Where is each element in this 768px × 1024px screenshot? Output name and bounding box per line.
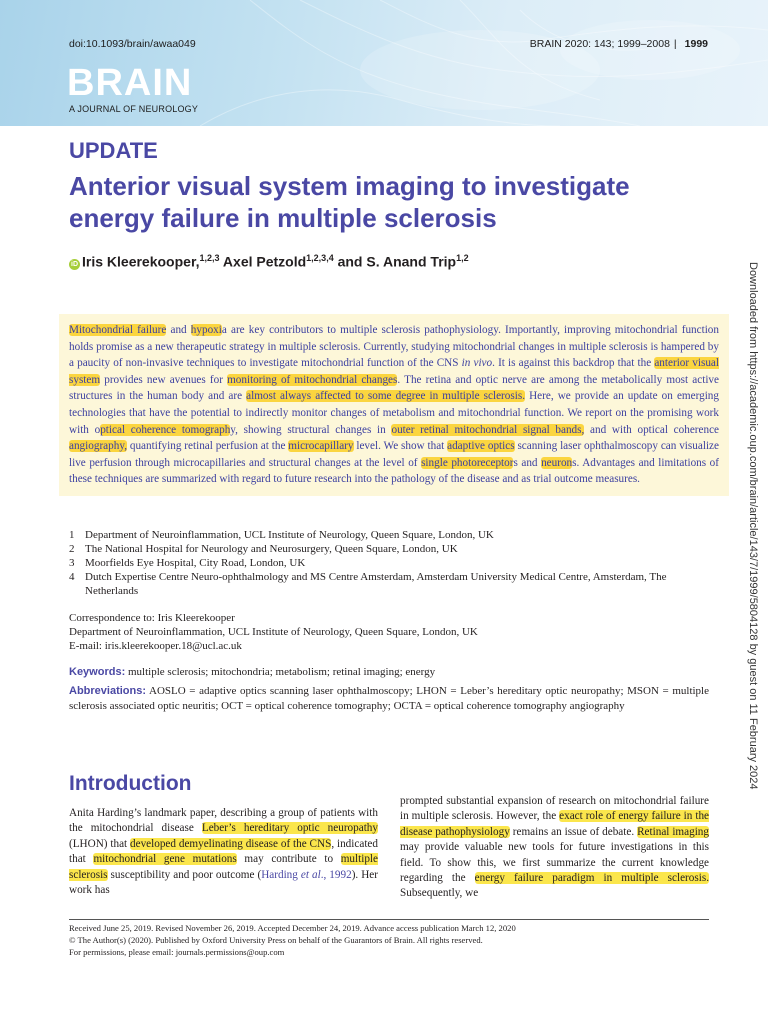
abstract-box (59, 314, 729, 496)
affiliation-text: Moorfields Eye Hospital, City Road, London, UK (85, 557, 306, 569)
highlight: adaptive optics (447, 440, 515, 453)
footer-dates: Received June 25, 2019. Revised November 26, 2019. Accepted December 24, 2019. Advance access publication March 12, 2020 (69, 923, 516, 933)
highlight: anterior visual system (69, 357, 720, 386)
highlight: exact role of energy failure in the disease pathophysiology (400, 810, 710, 838)
abbreviations-label: Abbreviations: (69, 685, 147, 697)
orcid-icon[interactable]: iD (71, 260, 78, 268)
footer-permissions: For permissions, please email: journals.permissions@oup.com (69, 947, 285, 957)
text-run: prompted substantial expansion of research on mitochondrial failure in multiple sclerosis. However, the (400, 795, 709, 823)
text-run-italic: in vivo (461, 357, 493, 370)
text-run: Here, we provide an update on emerging technologies that have the potential to indirectly monitor changes of metabolism and mitochondrial function. We report on the promising work with o (69, 390, 719, 436)
author-list (69, 253, 469, 270)
text-run: scanning laser ophthalmoscopy can visualize live perfusion through microcapillaries and structural changes at the level of (69, 440, 719, 469)
journal-logo: BRAIN (67, 62, 193, 104)
highlight: Retinal imaging (637, 825, 709, 838)
intro-column-left (69, 806, 378, 898)
abbreviations (69, 684, 709, 713)
citation-etal: et al (300, 868, 321, 881)
highlight: neuron (541, 456, 573, 469)
highlight: Leber’s hereditary optic neuropathy (201, 822, 378, 835)
text-run: Anita Harding’s landmark paper, describing a group of patients with the mitochondrial disease (69, 807, 378, 835)
download-notice (747, 262, 759, 790)
affiliation-item (69, 528, 714, 542)
citation-year: ., 1992 (320, 868, 352, 881)
keywords (69, 665, 709, 679)
highlight: ptical coherence tomograph (100, 423, 231, 436)
affiliation-number: 4 (69, 571, 75, 583)
article-title: Anterior visual system imaging to investigate energy failure in multiple sclerosis (69, 171, 630, 233)
journal-subtitle: A JOURNAL OF NEUROLOGY (69, 104, 199, 114)
author-3-affil: 1,2 (456, 253, 469, 263)
keywords-text: multiple sclerosis; mitochondria; metabolism; retinal imaging; energy (125, 666, 436, 678)
abbreviations-text: AOSLO = adaptive optics scanning laser ophthalmoscopy; LHON = Leber’s hereditary optic neuropathy; MSON = multiple sclerosis associated optic neuritis; OCT = optical coherence tomography; OCTA = optical coherence tomography angiography (69, 685, 709, 712)
separator: | (673, 38, 677, 50)
affiliation-number: 3 (69, 557, 75, 569)
abstract-text (69, 322, 719, 488)
keywords-label: Keywords: (69, 666, 126, 678)
affiliation-text: Dutch Expertise Centre Neuro-ophthalmology and MS Centre Amsterdam, Amsterdam University Medical Centre, Amsterdam, The Netherlands (85, 571, 667, 597)
text-run: s. Advantages and limitations of these techniques are summarized with regard to future research into the pathology of the disease and as trial outcome measures. (69, 456, 719, 486)
footer (69, 922, 709, 958)
highlight: angiography, (69, 440, 127, 453)
highlight: hypoxi (190, 324, 222, 336)
affiliation-list (69, 528, 714, 598)
doi[interactable]: doi:10.1093/brain/awaa049 (69, 38, 196, 50)
text-run: level. We show that (353, 440, 448, 453)
affiliation-number: 1 (69, 529, 75, 541)
text-run: . The retina and optic nerve are among the metabolically most active structures in the human body and are (69, 373, 719, 403)
text-run: and with optical coherence (584, 423, 719, 436)
citation-text: BRAIN 2020: 143; 1999–2008 (529, 38, 670, 50)
highlight: developed demyelinating disease of the CNS (130, 837, 332, 850)
affiliation-text: Department of Neuroinflammation, UCL Institute of Neurology, Queen Square, London, UK (85, 529, 494, 541)
highlight: outer retinal mitochondrial signal bands, (391, 423, 585, 436)
highlight: monitoring of mitochondrial changes (227, 373, 398, 386)
citation-author: Harding (261, 868, 301, 881)
text-run: provides new avenues for (100, 373, 228, 386)
text-run: and (166, 324, 191, 336)
text-run: . It is against this backdrop that the (492, 357, 655, 370)
highlight: mitochondrial gene mutations (93, 853, 237, 866)
text-run: may contribute to (236, 853, 341, 866)
footer-rule (69, 919, 709, 920)
text-run: ). Her work has (69, 868, 378, 897)
affiliation-text: The National Hospital for Neurology and Neurosurgery, Queen Square, London, UK (85, 543, 458, 555)
download-notice-text: Downloaded from https://academic.oup.com/brain/article/143/7/1999/5804128 by guest on 11 February 2024 (747, 262, 759, 790)
section-label: UPDATE (69, 138, 158, 163)
affiliation-item (69, 570, 714, 598)
text-run: , indicated that (69, 837, 378, 866)
text-run: s and (513, 456, 542, 469)
affiliation-item (69, 556, 714, 570)
correspondence-block (69, 611, 714, 653)
text-run: quantifying retinal perfusion at the (127, 440, 289, 453)
highlight: almost always affected to some degree in multiple sclerosis. (246, 390, 525, 403)
journal-banner (0, 0, 768, 126)
correspondence-name: Correspondence to: Iris Kleerekooper (69, 612, 235, 624)
author-2-affil: 1,2,3,4 (306, 253, 334, 263)
text-run: susceptibility and poor outcome ( (107, 868, 262, 881)
author-2: Axel Petzold (219, 253, 307, 270)
footer-copyright: © The Author(s) (2020). Published by Oxford University Press on behalf of the Guarantors of Brain. All rights reserved. (69, 935, 483, 945)
citation (530, 38, 708, 50)
text-run: Subsequently, we (400, 887, 479, 900)
affiliation-item (69, 542, 714, 556)
text-run: a are key contributors to multiple sclerosis pathophysiology. Importantly, improving mitochondrial function holds promise as a new therapeutic strategy in multiple sclerosis. Currently, studying mitochondrial changes in multiple sclerosis is hampered by a paucity of non-invasive techniques to investigate mitochondrial function of the CNS (69, 324, 719, 370)
author-1: Iris Kleerekooper, (82, 253, 200, 270)
highlight: energy failure paradigm in multiple sclerosis. (474, 872, 709, 885)
text-run: may provide valuable new tools for future investigations in this field. To show this, we first summarize the current knowledge regarding the (400, 841, 709, 885)
text-run: (LHON) that (69, 837, 131, 850)
affiliation-number: 2 (69, 543, 75, 555)
correspondence-address: Department of Neuroinflammation, UCL Institute of Neurology, Queen Square, London, UK (69, 626, 478, 638)
author-1-affil: 1,2,3 (199, 253, 220, 263)
author-3: and S. Anand Trip (333, 253, 457, 270)
correspondence-email[interactable]: E-mail: iris.kleerekooper.18@ucl.ac.uk (69, 640, 242, 652)
page-number: 1999 (684, 38, 708, 50)
intro-column-right (400, 794, 709, 902)
highlight: multiple sclerosis (69, 853, 378, 881)
text-run: remains an issue of debate. (509, 825, 638, 838)
highlight: microcapillary (288, 440, 354, 453)
highlight: Mitochondrial failure (69, 324, 167, 336)
citation-link[interactable] (261, 869, 351, 881)
text-run: y, showing structural changes in (230, 423, 392, 436)
introduction-heading: Introduction (69, 772, 192, 795)
highlight: single photoreceptor (421, 456, 514, 469)
